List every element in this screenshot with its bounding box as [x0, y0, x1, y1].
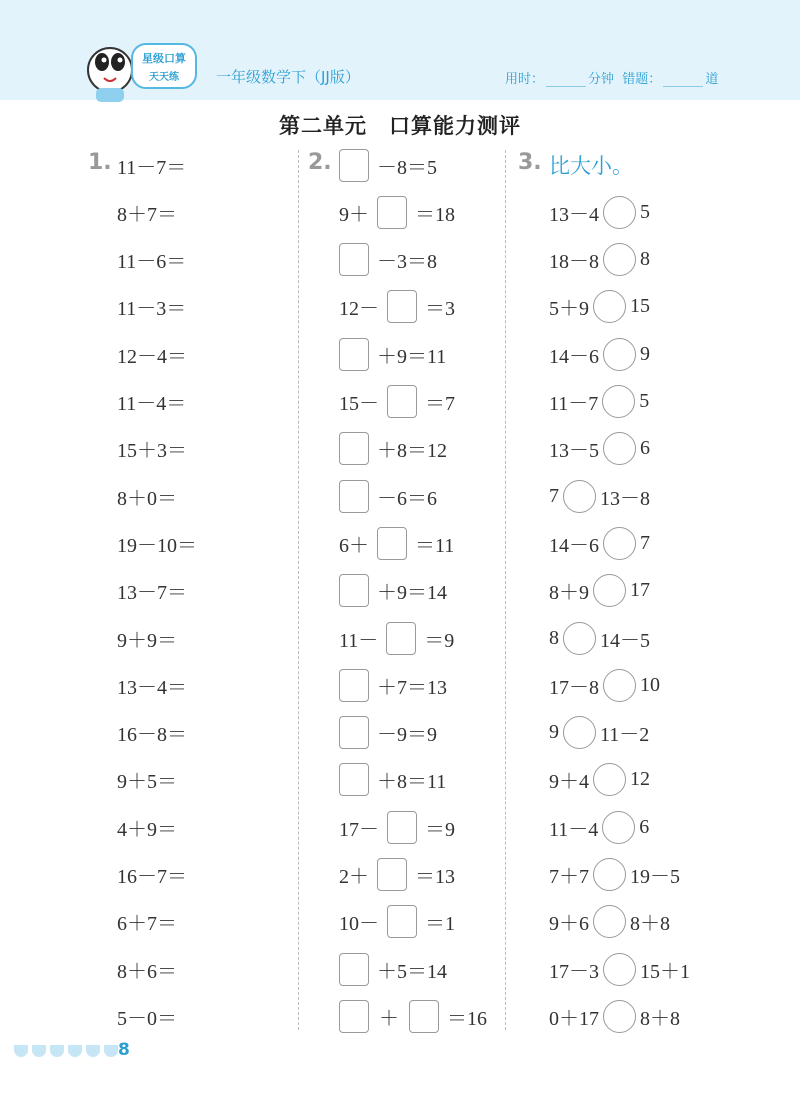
compare-left: 0＋17: [549, 1007, 599, 1030]
section-3-item: [549, 240, 650, 280]
item-before-text: 12－: [339, 298, 379, 321]
compare-right: 11－2: [600, 724, 650, 747]
section-2-item: [339, 760, 446, 800]
section-2-item: [339, 618, 454, 658]
compare-circle[interactable]: [603, 196, 636, 229]
section-1-item: 9＋9＝: [117, 629, 177, 652]
section-1-number: 1.: [88, 150, 112, 175]
section-2-item: [339, 996, 487, 1036]
compare-right: 17: [630, 579, 650, 602]
item-before-text: 17－: [339, 818, 379, 841]
item-after-text: ＋9＝14: [377, 582, 447, 605]
section-2-item: [339, 287, 455, 327]
compare-left: 8＋9: [549, 582, 589, 605]
page-title: 第二单元 口算能力测评: [279, 114, 521, 138]
answer-box[interactable]: [339, 149, 369, 182]
section-3-item: [549, 192, 650, 232]
answer-box[interactable]: [387, 811, 417, 844]
compare-left: 7: [549, 484, 559, 507]
answer-box[interactable]: [377, 527, 407, 560]
compare-circle[interactable]: [593, 905, 626, 938]
compare-left: 14－6: [549, 534, 599, 557]
section-2-item: [339, 902, 455, 942]
compare-right: 19－5: [630, 866, 680, 888]
answer-box[interactable]: [339, 480, 369, 513]
section-2-item: [339, 429, 447, 469]
compare-left: 9: [549, 721, 559, 744]
section-3-item: [549, 760, 650, 800]
item-after-text: ＝18: [415, 203, 455, 226]
time-label: 用时：: [505, 72, 545, 87]
compare-circle[interactable]: [603, 1000, 636, 1033]
section-2-item: [339, 571, 447, 611]
section-1-item: 12－4＝: [117, 345, 187, 368]
section-1-item: 8＋6＝: [117, 960, 177, 983]
item-middle-text: ＋: [379, 1007, 399, 1030]
item-after-text: ＋5＝14: [377, 960, 447, 983]
answer-box[interactable]: [339, 953, 369, 986]
column-divider: [298, 150, 299, 1030]
section-1-item: 15＋3＝: [117, 440, 187, 463]
book-title: 一年级数学下（JJ版）: [216, 68, 360, 86]
compare-left: 13－4: [549, 203, 599, 226]
footer-decoration: [14, 1045, 118, 1057]
item-after-text: ＋8＝11: [377, 771, 447, 794]
section-2-item: [339, 949, 447, 989]
compare-left: 17－8: [549, 676, 599, 699]
answer-box[interactable]: [377, 196, 407, 229]
compare-circle[interactable]: [603, 432, 636, 465]
answer-box[interactable]: [386, 622, 416, 655]
compare-left: 14－6: [549, 345, 599, 368]
answer-box[interactable]: [409, 1000, 439, 1033]
section-3-item: [549, 855, 680, 895]
mascot-logo: [78, 40, 198, 104]
section-1-item: 16－8＝: [117, 724, 187, 747]
item-after-text: ＝11: [415, 534, 455, 557]
section-1-item: 5－0＝: [117, 1007, 177, 1030]
compare-circle[interactable]: [593, 763, 626, 796]
errors-blank[interactable]: [663, 72, 703, 87]
item-after-text: ＝13: [415, 866, 455, 888]
compare-right: 6: [639, 815, 650, 838]
column-divider: [505, 150, 506, 1030]
answer-box[interactable]: [387, 385, 417, 418]
compare-right: 7: [640, 531, 650, 554]
compare-right: 8＋8: [630, 913, 670, 936]
compare-left: 8: [549, 626, 559, 649]
section-2-item: [339, 334, 446, 374]
compare-right: 5: [639, 390, 650, 412]
section-3-item: [549, 382, 649, 422]
section-3-item: [549, 949, 690, 989]
section-1-item: 11－3＝: [117, 298, 187, 321]
compare-left: 18－8: [549, 251, 599, 274]
compare-circle[interactable]: [563, 480, 596, 513]
compare-circle[interactable]: [593, 858, 626, 891]
compare-circle[interactable]: [603, 243, 636, 276]
compare-left: 11－7: [549, 393, 599, 415]
item-after-text: ＝1: [425, 913, 455, 936]
section-3-item: [549, 523, 650, 563]
compare-left: 5＋9: [549, 298, 589, 321]
answer-box[interactable]: [339, 243, 369, 276]
section-1-item: 11－6＝: [117, 251, 187, 274]
section-3-item: [549, 287, 650, 327]
item-after-text: －6＝6: [377, 487, 437, 510]
section-3-item: [549, 476, 650, 516]
compare-right: 8: [640, 248, 650, 271]
answer-box[interactable]: [339, 669, 369, 702]
item-after-text: ＝9: [425, 818, 455, 841]
section-3-title: 比大小。: [549, 154, 633, 178]
compare-left: 9＋4: [549, 771, 589, 794]
compare-circle[interactable]: [563, 716, 596, 749]
item-before-text: 6＋: [339, 534, 369, 557]
answer-box[interactable]: [387, 290, 417, 323]
answer-box[interactable]: [339, 574, 369, 607]
compare-circle[interactable]: [603, 527, 636, 560]
item-before-text: 9＋: [339, 203, 369, 226]
section-2-item: [339, 145, 437, 185]
section-3-item: [549, 902, 670, 942]
answer-box[interactable]: [339, 432, 369, 465]
answer-box[interactable]: [339, 338, 369, 371]
compare-right: 9: [640, 342, 650, 365]
section-2-item: [339, 855, 455, 895]
compare-circle[interactable]: [563, 622, 596, 655]
section-1-item: 11－7＝: [117, 156, 187, 179]
section-2-item: [339, 807, 455, 847]
time-and-errors-field: [505, 68, 718, 87]
compare-left: 13－5: [549, 440, 599, 463]
section-3-number: 3.: [518, 150, 542, 175]
section-3-item: [549, 334, 650, 374]
section-2-item: [339, 665, 447, 705]
compare-right: 5: [640, 200, 650, 223]
item-after-text: ＋8＝12: [377, 440, 447, 463]
section-1-item: 11－4＝: [117, 393, 187, 415]
logo-line2: 天天练: [149, 72, 179, 83]
item-before-text: 15－: [339, 393, 379, 415]
compare-left: 7＋7: [549, 866, 589, 888]
section-3-item: [549, 713, 649, 753]
section-2-item: [339, 192, 455, 232]
answer-box[interactable]: [339, 763, 369, 796]
compare-circle[interactable]: [593, 290, 626, 323]
item-after-text: ＋7＝13: [377, 676, 447, 699]
section-3-item: [549, 618, 650, 658]
item-after-text: ＋9＝11: [377, 345, 447, 368]
item-after-text: ＝9: [424, 629, 455, 652]
item-after-text: －9＝9: [377, 724, 437, 747]
minute-label: 分钟: [588, 72, 615, 87]
section-2-item: [339, 713, 437, 753]
item-before-text: 11－: [339, 629, 379, 652]
count-label: 道: [705, 72, 719, 87]
section-2-item: [339, 523, 454, 563]
compare-right: 15＋1: [640, 960, 690, 983]
compare-circle[interactable]: [603, 953, 636, 986]
answer-box[interactable]: [339, 1000, 369, 1033]
section-1-item: 13－4＝: [117, 676, 187, 699]
section-3-item: [549, 571, 650, 611]
time-blank[interactable]: [546, 72, 586, 87]
compare-right: 8＋8: [640, 1007, 680, 1030]
compare-left: 11－4: [549, 818, 599, 841]
item-after-text: －3＝8: [377, 251, 437, 274]
compare-right: 10: [640, 673, 660, 696]
compare-right: 6: [640, 437, 650, 460]
answer-box[interactable]: [339, 716, 369, 749]
compare-circle[interactable]: [602, 811, 635, 844]
section-1-item: 4＋9＝: [117, 818, 177, 841]
compare-circle[interactable]: [602, 385, 635, 418]
compare-right: 15: [630, 295, 650, 318]
compare-circle[interactable]: [603, 338, 636, 371]
compare-left: 17－3: [549, 960, 599, 983]
section-2-item: [339, 240, 437, 280]
compare-circle[interactable]: [593, 574, 626, 607]
section-2-item: [339, 476, 437, 516]
logo-line1: 星级口算: [142, 52, 186, 65]
item-after-text: ＝16: [447, 1007, 487, 1030]
section-2-item: [339, 382, 455, 422]
section-1-item: 13－7＝: [117, 582, 187, 605]
compare-right: 12: [630, 768, 650, 791]
section-3-item: [549, 996, 680, 1036]
compare-left: 9＋6: [549, 913, 589, 936]
item-before-text: 2＋: [339, 866, 369, 888]
page-number: 8: [118, 1040, 130, 1060]
item-after-text: ＝7: [425, 393, 455, 415]
compare-circle[interactable]: [603, 669, 636, 702]
section-1-item: 8＋7＝: [117, 203, 177, 226]
section-3-item: [549, 665, 660, 705]
section-1-item: 6＋7＝: [117, 913, 177, 936]
compare-right: 13－8: [600, 487, 650, 510]
section-1-item: 19－10＝: [117, 534, 197, 557]
compare-right: 14－5: [600, 629, 650, 652]
section-2-number: 2.: [308, 150, 332, 175]
errors-label: 错题：: [622, 72, 662, 87]
section-3-item: [549, 807, 649, 847]
section-1-item: 9＋5＝: [117, 771, 177, 794]
section-3-item: [549, 429, 650, 469]
item-after-text: －8＝5: [377, 156, 437, 179]
answer-box[interactable]: [377, 858, 407, 891]
section-1-item: 16－7＝: [117, 866, 187, 888]
section-1-item: 8＋0＝: [117, 487, 177, 510]
item-before-text: 10－: [339, 913, 379, 936]
answer-box[interactable]: [387, 905, 417, 938]
item-after-text: ＝3: [425, 298, 455, 321]
